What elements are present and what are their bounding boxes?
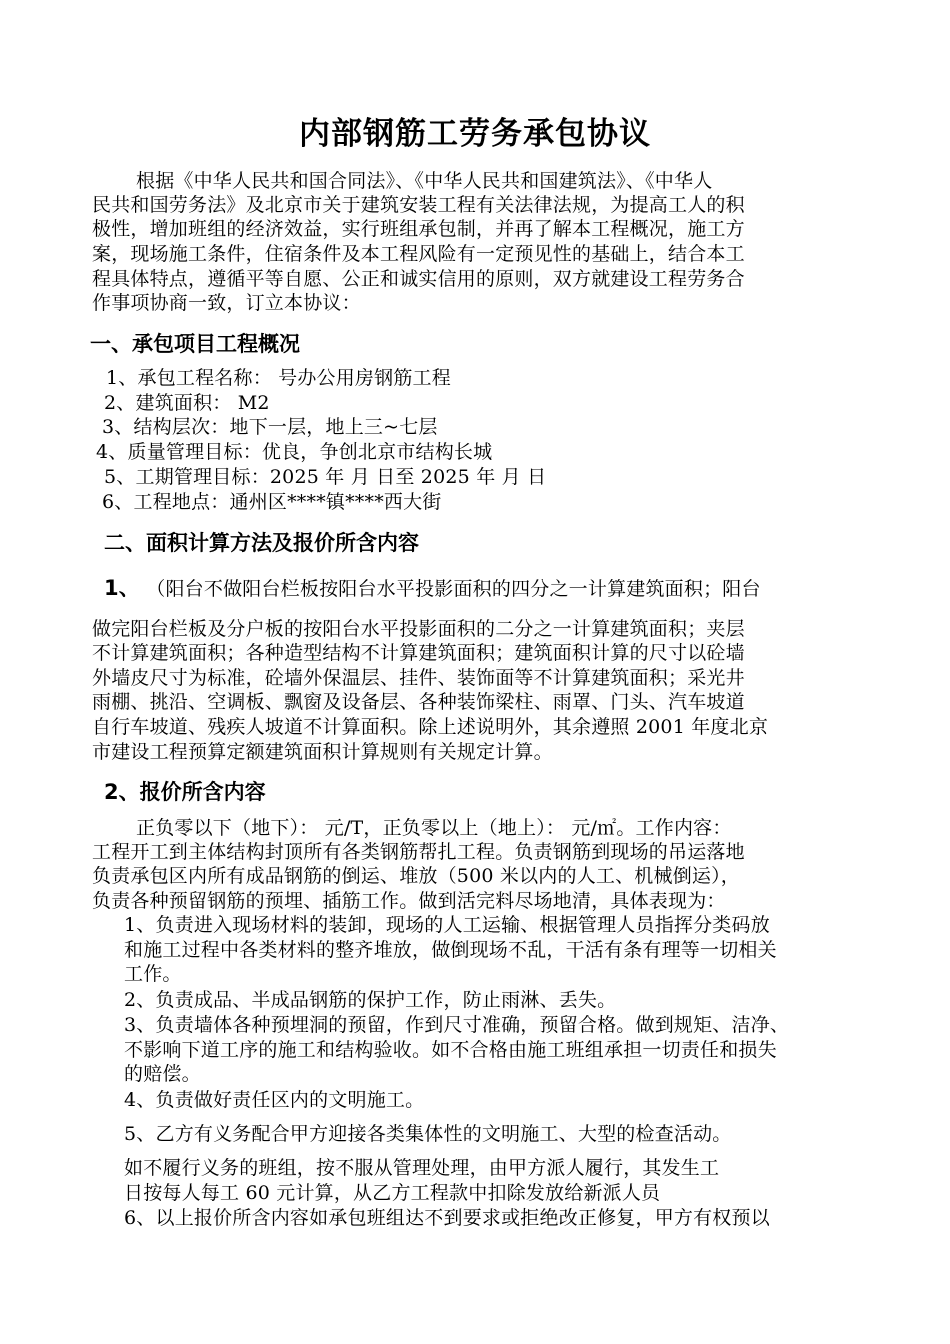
document-title: 内部钢筋工劳务承包协议	[299, 116, 651, 152]
intro-line: 根据《中华人民共和国合同法》、《中华人民共和国建筑法》、《中华人	[136, 170, 713, 192]
duty-line: 1、负责进入现场材料的装卸，现场的人工运输、根据管理人员指挥分类码放	[124, 914, 770, 936]
area-paragraph-line: 不计算建筑面积；各种造型结构不计算建筑面积；建筑面积计算的尺寸以砼墙	[92, 642, 745, 664]
duty-line: 和施工过程中各类材料的整齐堆放，做倒现场不乱，干活有条有理等一切相关	[124, 939, 777, 961]
project-item: 6、工程地点：通州区****镇****西大街	[102, 491, 442, 513]
intro-line: 作事项协商一致，订立本协议：	[92, 292, 361, 314]
duty-line: 4、负责做好责任区内的文明施工。	[124, 1089, 425, 1111]
duty-line: 不影响下道工序的施工和结构验收。如不合格由施工班组承担一切责任和损失	[124, 1039, 777, 1061]
duty-line: 5、乙方有义务配合甲方迎接各类集体性的文明施工、大型的检查活动。	[124, 1123, 732, 1145]
area-paragraph-number: 1、	[104, 576, 141, 600]
duty-line: 日按每人每工 60 元计算，从乙方工程款中扣除发放给新派人员	[124, 1182, 661, 1204]
intro-line: 极性，增加班组的经济效益，实行班组承包制，并再了解本工程概况，施工方	[92, 218, 745, 240]
area-paragraph-line: 外墙皮尺寸为标准，砼墙外保温层、挂件、装饰面等不计算建筑面积；采光井	[92, 667, 745, 689]
intro-line: 民共和国劳务法》及北京市关于建筑安装工程有关法律法规，为提高工人的积	[92, 194, 745, 216]
duty-line: 如不履行义务的班组，按不服从管理处理，由甲方派人履行，其发生工	[124, 1157, 720, 1179]
project-item: 3、结构层次：地下一层，地上三~七层	[102, 416, 438, 438]
pricing-line: 负责承包区内所有成品钢筋的倒运、堆放（500 米以内的人工、机械倒运），	[92, 865, 741, 887]
project-item: 1、承包工程名称： 号办公用房钢筋工程	[106, 367, 451, 389]
intro-line: 程具体特点，遵循平等自愿、公正和诚实信用的原则，双方就建设工程劳务合	[92, 268, 745, 290]
area-paragraph-line: 做完阳台栏板及分户板的按阳台水平投影面积的二分之一计算建筑面积；夹层	[92, 618, 745, 640]
project-item: 4、质量管理目标：优良，争创北京市结构长城	[96, 441, 493, 463]
intro-line: 案，现场施工条件，住宿条件及本工程风险有一定预见性的基础上，结合本工	[92, 243, 745, 265]
section1-heading: 一、承包项目工程概况	[90, 332, 300, 356]
area-paragraph-line: 雨棚、挑沿、空调板、飘窗及设备层、各种装饰梁柱、雨罩、门头、汽车坡道	[92, 691, 745, 713]
area-paragraph-text: （阳台不做阳台栏板按阳台水平投影面积的四分之一计算建筑面积；阳台	[146, 578, 761, 600]
duty-line: 3、负责墙体各种预埋洞的预留，作到尺寸准确，预留合格。做到规矩、洁净、	[124, 1014, 790, 1036]
section2-heading: 二、面积计算方法及报价所含内容	[104, 531, 419, 555]
duty-line: 的赔偿。	[124, 1063, 201, 1085]
pricing-subheading: 2、报价所含内容	[104, 780, 266, 804]
project-item: 2、建筑面积： M2	[104, 392, 270, 414]
area-paragraph-line: 自行车坡道、残疾人坡道不计算面积。除上述说明外，其余遵照 2001 年度北京	[92, 716, 769, 738]
area-paragraph-line: 市建设工程预算定额建筑面积计算规则有关规定计算。	[92, 741, 553, 763]
pricing-line: 工程开工到主体结构封顶所有各类钢筋帮扎工程。负责钢筋到现场的吊运落地	[92, 841, 745, 863]
area-paragraph-first-line	[104, 576, 761, 601]
duty-line: 工作。	[124, 963, 182, 985]
duty-line: 2、负责成品、半成品钢筋的保护工作，防止雨淋、丢失。	[124, 989, 617, 1011]
duty-line: 6、以上报价所含内容如承包班组达不到要求或拒绝改正修复，甲方有权预以	[124, 1207, 770, 1229]
project-item: 5、工期管理目标：2025 年 月 日至 2025 年 月 日	[104, 466, 547, 488]
pricing-line: 负责各种预留钢筋的预埋、插筋工作。做到活完料尽场地清，具体表现为：	[92, 890, 726, 912]
pricing-line: 正负零以下（地下）： 元/T，正负零以上（地上）： 元/㎡。工作内容：	[136, 817, 732, 839]
